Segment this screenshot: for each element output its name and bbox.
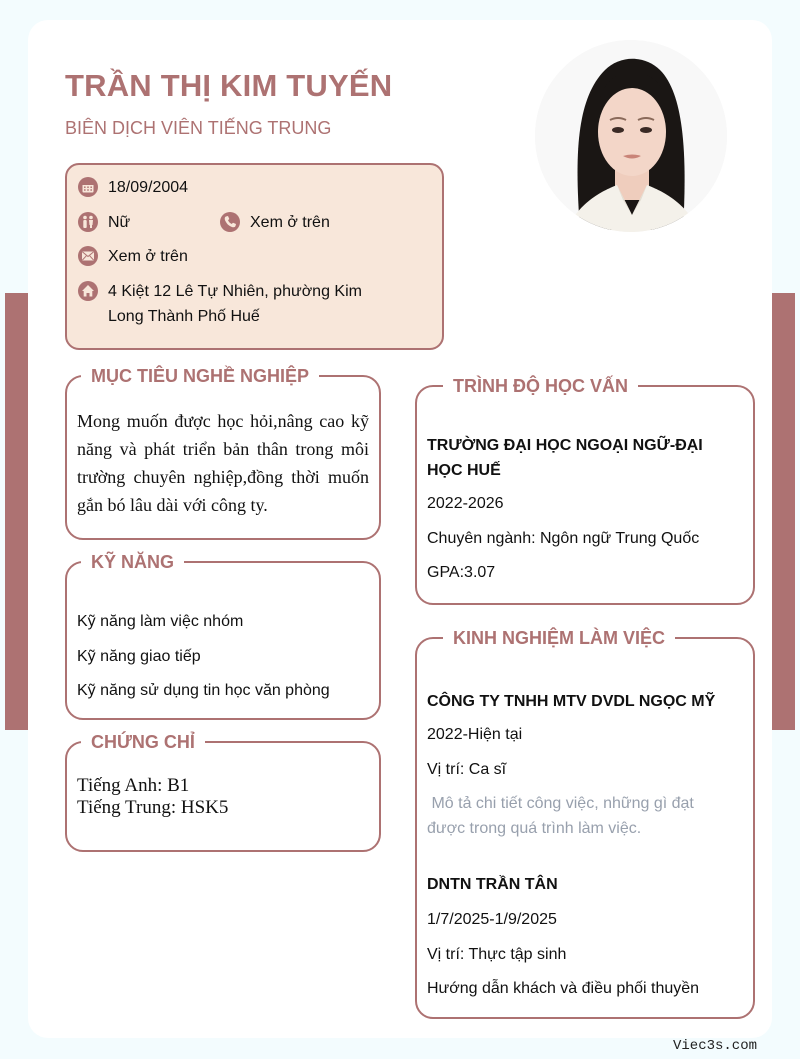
email-value: Xem ở trên [108,248,188,265]
certificates-title: CHỨNG CHỈ [81,730,205,754]
avatar [535,40,727,232]
job-description: Mô tả chi tiết công việc, những gì đạt [427,795,694,812]
certificate-item: Tiếng Trung: HSK5 [77,797,229,818]
objective-title: MỤC TIÊU NGHỀ NGHIỆP [81,364,319,388]
skills-list [77,605,369,709]
gender-row [78,210,130,235]
phone-value: Xem ở trên [250,214,330,231]
company-name: CÔNG TY TNHH MTV DVDL NGỌC MỸ [427,693,716,710]
calendar-icon [78,177,98,197]
job-period: 1/7/2025-1/9/2025 [427,911,557,928]
decorative-side-bar-right [772,293,795,730]
job-description-cont: được trong quá trình làm việc. [427,820,642,837]
experience-title: KINH NGHIỆM LÀM VIỆC [443,626,675,650]
job-position: Vị trí: Ca sĩ [427,760,507,778]
experience-entry [427,872,743,1007]
watermark: Viec3s.com [673,1038,758,1054]
job-position: Vị trí: Thực tập sinh [427,945,567,963]
skills-title: KỸ NĂNG [81,550,184,574]
phone-row [220,210,330,235]
address-row [78,279,362,329]
school-name: TRƯỜNG ĐẠI HỌC NGOẠI NGỮ-ĐẠI [427,437,703,454]
company-name: DNTN TRẦN TÂN [427,876,558,893]
birthday-row [78,175,188,200]
skill-item: Kỹ năng sử dụng tin học văn phòng [77,682,330,699]
objective-text: Mong muốn được học hỏi,nâng cao kỹ năng và phát triển bản thân trong môi trường chuyên nghiệp,đồng thời muốn gắn bó lâu dài với công ty. [77,411,369,515]
experience-section [415,628,755,1019]
skill-item: Kỹ năng giao tiếp [77,647,201,665]
certificates-list [77,775,369,819]
certificates-section [65,732,381,852]
birthday-value: 18/09/2004 [108,179,189,196]
contact-info-box [65,163,444,350]
skills-section [65,552,381,720]
phone-icon [220,212,240,232]
candidate-name: TRẦN THỊ KIM TUYẾN [65,68,393,103]
education-gpa: GPA:3.07 [427,564,496,581]
education-title: TRÌNH ĐỘ HỌC VẤN [443,374,638,398]
address-value: 4 Kiệt 12 Lê Tự Nhiên, phường Kim Long Thành Phố Huế [108,283,362,325]
education-section [415,376,755,605]
email-row [78,244,188,269]
education-entry [427,433,743,591]
gender-value: Nữ [108,214,131,231]
envelope-icon [78,246,98,266]
objective-section [65,366,381,540]
job-period: 2022-Hiện tại [427,726,523,743]
school-name-cont: HỌC HUẾ [427,462,501,479]
certificate-item: Tiếng Anh: B1 [77,775,190,796]
candidate-job-title: BIÊN DỊCH VIÊN TIẾNG TRUNG [65,118,332,138]
skill-item: Kỹ năng làm việc nhóm [77,613,244,630]
home-icon [78,281,98,301]
experience-entry [427,689,743,841]
job-description: Hướng dẫn khách và điều phối thuyền [427,980,700,997]
education-period: 2022-2026 [427,495,504,512]
education-major: Chuyên ngành: Ngôn ngữ Trung Quốc [427,529,700,547]
gender-icon [78,212,98,232]
decorative-side-bar-left [5,293,28,730]
